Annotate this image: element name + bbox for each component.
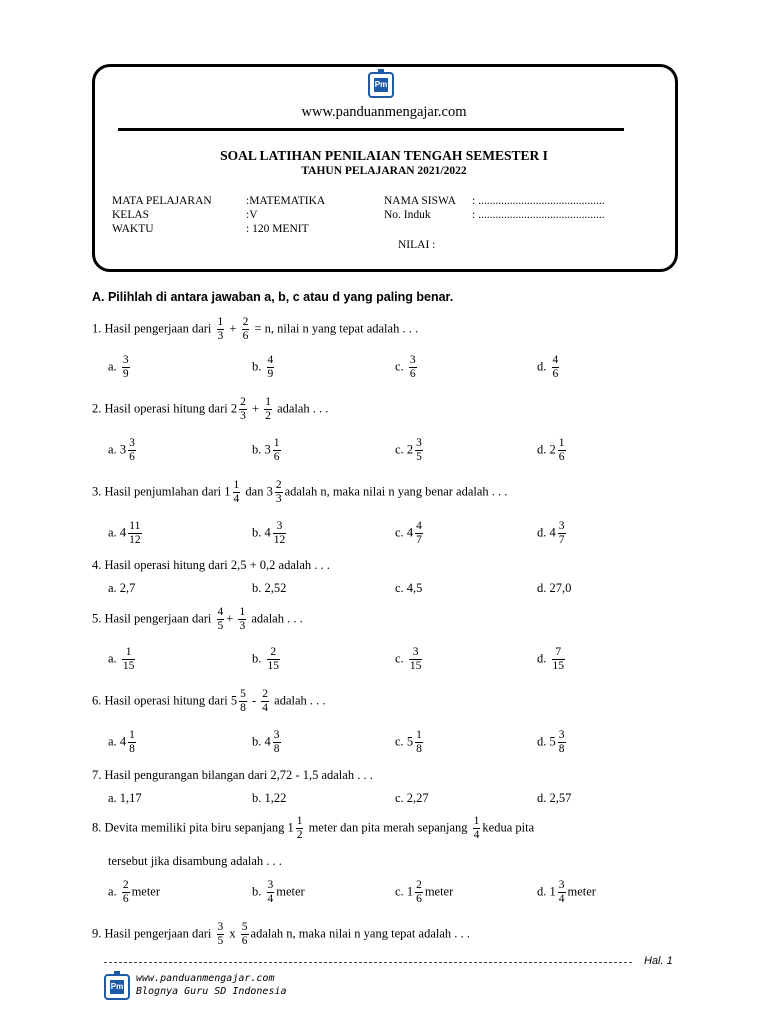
page-number: Hal. 1 bbox=[644, 955, 673, 967]
induk-label: No. Induk bbox=[384, 209, 431, 221]
question-5: 5. Hasil pengerjaan dari $\frac{4}{5}$ + $\frac{1}{3}$ adalah . . . bbox=[92, 606, 303, 632]
q8-option-d[interactable]: d. 1 $\frac{3}{4}$ meter bbox=[537, 879, 596, 905]
q4-option-d[interactable]: d. 27,0 bbox=[537, 581, 572, 595]
q8-option-a[interactable]: a. $\frac{2}{6}$ meter bbox=[108, 879, 161, 905]
footer-logo-icon: Pm bbox=[104, 974, 130, 1000]
q2-option-a[interactable]: a. 3 $\frac{3}{6}$ bbox=[108, 437, 135, 463]
nama-value: : ............................................ bbox=[472, 195, 605, 207]
q5-option-d[interactable]: d. $\frac{7}{15}$ bbox=[537, 646, 564, 672]
question-3: 3. Hasil penjumlahan dari 1 $\frac{1}{4}$ dan 3 $\frac{2}{3}$ adalah n, maka nilai n yang benar adalah . . . bbox=[92, 479, 508, 505]
q4-option-b[interactable]: b. 2,52 bbox=[252, 581, 287, 595]
q8-option-b[interactable]: b. $\frac{3}{4}$ meter bbox=[252, 879, 305, 905]
q1-option-c[interactable]: c. $\frac{3}{6}$ bbox=[395, 354, 416, 380]
mapel-label: MATA PELAJARAN bbox=[112, 195, 212, 207]
q4-option-c[interactable]: c. 4,5 bbox=[395, 581, 423, 595]
mapel-value: :MATEMATIKA bbox=[246, 195, 326, 207]
section-title: A. Pilihlah di antara jawaban a, b, c atau d yang paling benar. bbox=[92, 290, 454, 304]
q3-option-a[interactable]: a. 4 $\frac{11}{12}$ bbox=[108, 520, 141, 546]
q7-option-b[interactable]: b. 1,22 bbox=[252, 791, 287, 805]
page-title: SOAL LATIHAN PENILAIAN TENGAH SEMESTER I bbox=[220, 148, 548, 163]
waktu-label: WAKTU bbox=[112, 223, 154, 235]
panduan-logo-icon: Pm bbox=[368, 72, 394, 98]
q2-option-c[interactable]: c. 2 $\frac{3}{5}$ bbox=[395, 437, 422, 463]
q1-option-d[interactable]: d. $\frac{4}{6}$ bbox=[537, 354, 559, 380]
q5-option-a[interactable]: a. $\frac{1}{15}$ bbox=[108, 646, 135, 672]
q2-option-b[interactable]: b. 3 $\frac{1}{6}$ bbox=[252, 437, 280, 463]
q8-option-c[interactable]: c. 1 $\frac{2}{6}$ meter bbox=[395, 879, 454, 905]
waktu-value: : 120 MENIT bbox=[246, 223, 309, 235]
q3-option-b[interactable]: b. 4 $\frac{3}{12}$ bbox=[252, 520, 286, 546]
page-subtitle: TAHUN PELAJARAN 2021/2022 bbox=[301, 165, 467, 177]
q3-option-c[interactable]: c. 4 $\frac{4}{7}$ bbox=[395, 520, 422, 546]
q7-option-d[interactable]: d. 2,57 bbox=[537, 791, 572, 805]
q7-option-a[interactable]: a. 1,17 bbox=[108, 791, 142, 805]
question-9: 9. Hasil pengerjaan dari $\frac{3}{5}$ x $\frac{5}{6}$ adalah n, maka nilai n yang tepat adalah . . . bbox=[92, 921, 470, 947]
q6-option-a[interactable]: a. 4 $\frac{1}{8}$ bbox=[108, 729, 135, 755]
question-6: 6. Hasil operasi hitung dari 5 $\frac{5}{8}$ - $\frac{2}{4}$ adalah . . . bbox=[92, 688, 326, 714]
induk-value: : ............................................ bbox=[472, 209, 605, 221]
question-2: 2. Hasil operasi hitung dari 2 $\frac{2}{3}$ + $\frac{1}{2}$ adalah . . . bbox=[92, 396, 329, 422]
q3-option-d[interactable]: d. 4 $\frac{3}{7}$ bbox=[537, 520, 565, 546]
q1-option-b[interactable]: b. $\frac{4}{9}$ bbox=[252, 354, 274, 380]
question-7: 7. Hasil pengurangan bilangan dari 2,72 - 1,5 adalah . . . bbox=[92, 768, 373, 782]
q5-option-b[interactable]: b. $\frac{2}{15}$ bbox=[252, 646, 279, 672]
question-1: 1. Hasil pengerjaan dari $\frac{1}{3}$ + $\frac{2}{6}$ = n, nilai n yang tepat adalah . . . bbox=[92, 316, 419, 342]
question-8-line-2: tersebut jika disambung adalah . . . bbox=[108, 854, 282, 868]
q6-option-c[interactable]: c. 5 $\frac{1}{8}$ bbox=[395, 729, 422, 755]
nama-label: NAMA SISWA bbox=[384, 195, 456, 207]
q1-option-a[interactable]: a. $\frac{3}{9}$ bbox=[108, 354, 129, 380]
q2-option-d[interactable]: d. 2 $\frac{1}{6}$ bbox=[537, 437, 565, 463]
header-divider bbox=[118, 128, 624, 131]
question-4: 4. Hasil operasi hitung dari 2,5 + 0,2 adalah . . . bbox=[92, 558, 330, 572]
kelas-label: KELAS bbox=[112, 209, 150, 221]
q6-option-b[interactable]: b. 4 $\frac{3}{8}$ bbox=[252, 729, 280, 755]
q4-option-a[interactable]: a. 2,7 bbox=[108, 581, 136, 595]
q7-option-c[interactable]: c. 2,27 bbox=[395, 791, 429, 805]
footer-website: www.panduanmengajar.com bbox=[136, 973, 275, 984]
question-8: 8. Devita memiliki pita biru sepanjang 1 $\frac{1}{2}$ meter dan pita merah sepanjang $\frac{1}{4}$ kedua pita bbox=[92, 815, 535, 841]
nilai-label: NILAI : bbox=[398, 239, 436, 251]
footer-tagline: Blognya Guru SD Indonesia bbox=[136, 986, 287, 997]
footer-divider bbox=[104, 962, 632, 963]
kelas-value: :V bbox=[246, 209, 258, 221]
q6-option-d[interactable]: d. 5 $\frac{3}{8}$ bbox=[537, 729, 565, 755]
q5-option-c[interactable]: c. $\frac{3}{15}$ bbox=[395, 646, 422, 672]
header-website: www.panduanmengajar.com bbox=[301, 104, 467, 120]
